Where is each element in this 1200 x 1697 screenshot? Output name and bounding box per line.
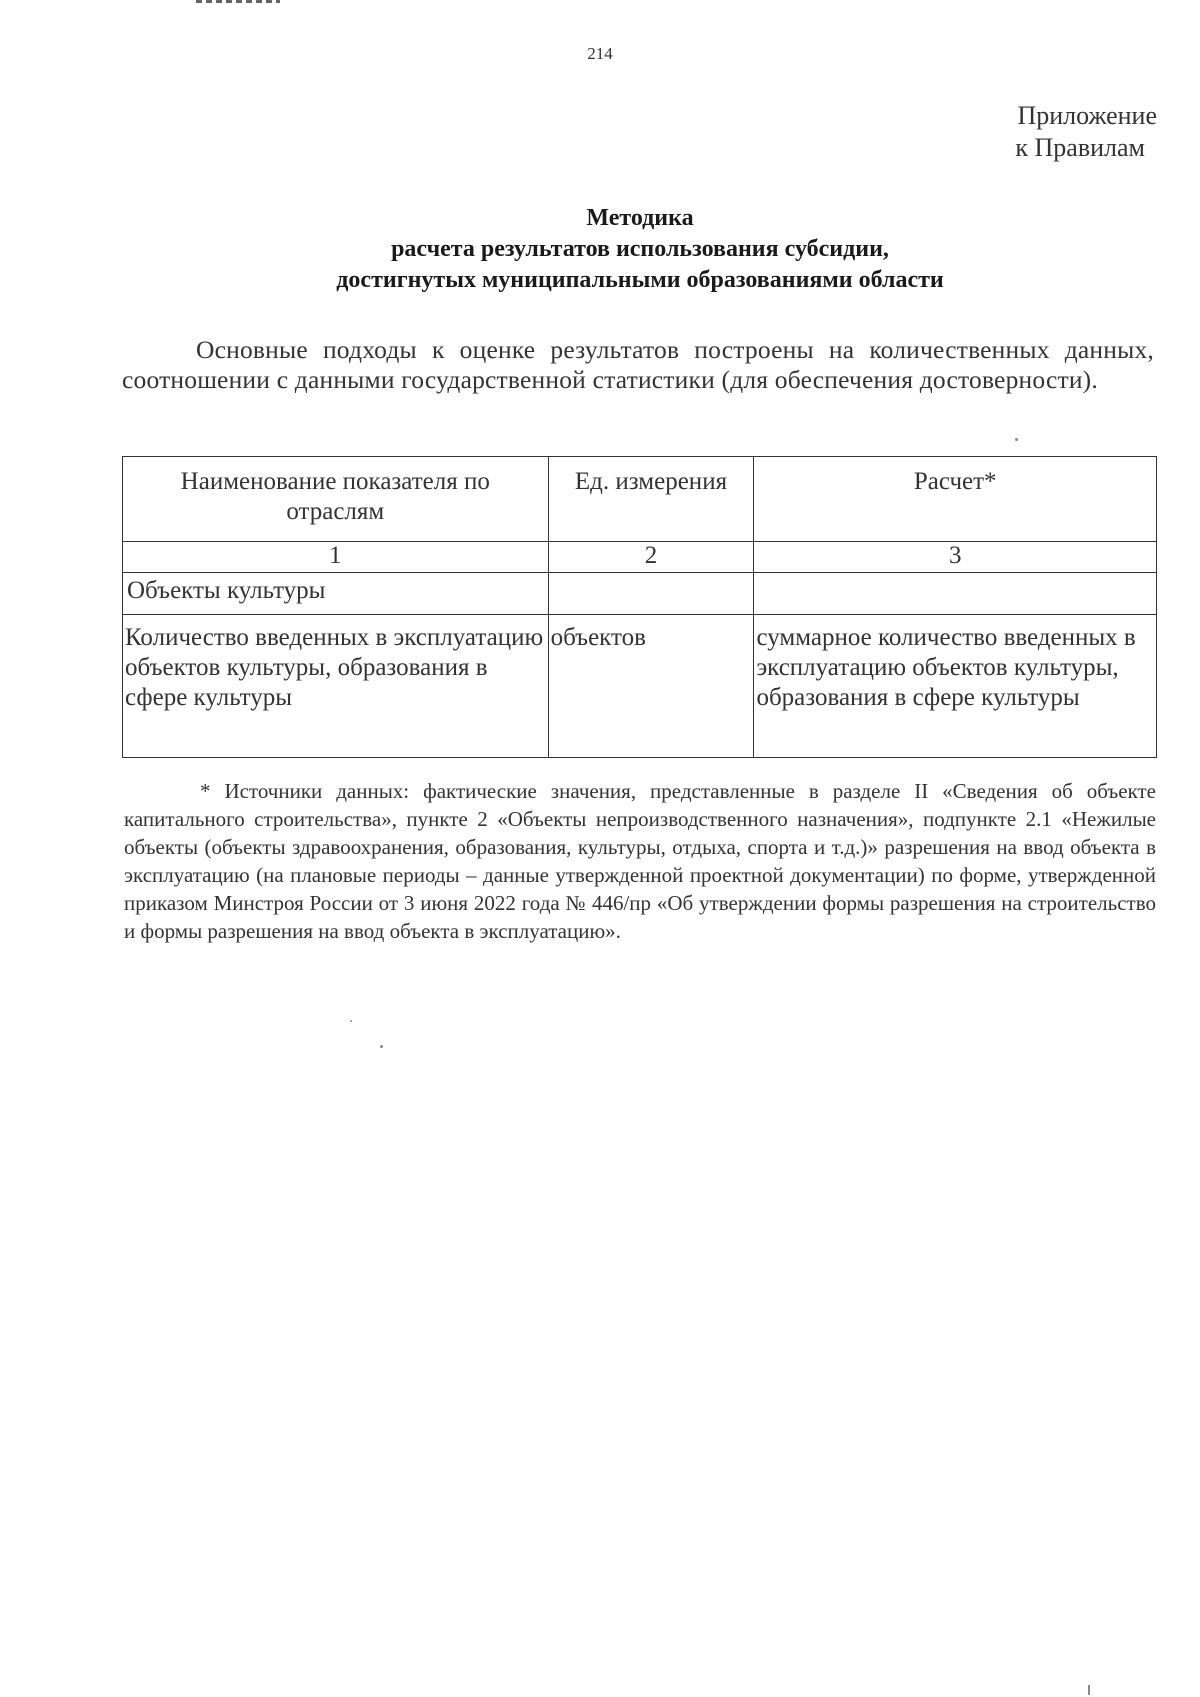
indicator-name: Количество введенных в эксплуатацию объектов культуры, образования в сфере культуры [123,615,549,758]
scan-speck [380,1045,383,1048]
appendix-line-1: Приложение [1017,101,1157,130]
indicator-unit: объектов [548,615,754,758]
column-number: 3 [754,542,1157,573]
appendix-label [1015,100,1157,164]
indicator-calculation: суммарное количество введенных в эксплуатацию объектов культуры, образования в сфере культуры [754,615,1157,758]
footnote: * Источники данных: фактические значения, представленные в разделе II «Сведения об объекте капитального строительства», пункте 2 «Объекты непроизводственного назначения», подпункте 2.1 «Нежилые объекты (объекты здравоохранения, образования, культуры, отдыха, спорта и т.д.)» разрешения на ввод объекта в эксплуатацию (на плановые периоды – данные утвержденной проектной документации) по форме, утвержденной приказом Минстроя России от 3 июня 2022 года № 446/пр «Об утверждении формы разрешения на строительство и формы разрешения на ввод объекта в эксплуатацию». [124,779,1156,943]
document-title [120,203,1160,296]
header-indicator-name: Наименование показателя по отраслям [123,457,549,542]
scan-speck [1088,1685,1090,1695]
scan-speck [350,1020,352,1022]
table-number-row [123,542,1157,573]
indicators-table [122,456,1157,758]
scan-artifact [196,0,280,3]
header-unit: Ед. измерения [548,457,754,542]
empty-cell [754,573,1157,615]
table-row [123,615,1157,758]
table-section-row [123,573,1157,615]
page-number: 214 [587,44,613,63]
empty-cell [548,573,754,615]
title-line-3: достигнутых муниципальными образованиями области [336,267,944,293]
column-number: 1 [123,542,549,573]
title-line-2: расчета результатов использования субсидии, [391,236,889,262]
section-title: Объекты культуры [123,573,549,615]
title-line-1: Методика [586,205,694,231]
scan-speck [1015,438,1018,441]
intro-paragraph: Основные подходы к оценке результатов построены на количественных данных, соотношении с данными государственной статистики (для обеспечения достоверности). [122,335,1154,394]
column-number: 2 [548,542,754,573]
appendix-line-2: к Правилам [1015,133,1145,162]
table-header-row [123,457,1157,542]
header-calculation: Расчет* [754,457,1157,542]
